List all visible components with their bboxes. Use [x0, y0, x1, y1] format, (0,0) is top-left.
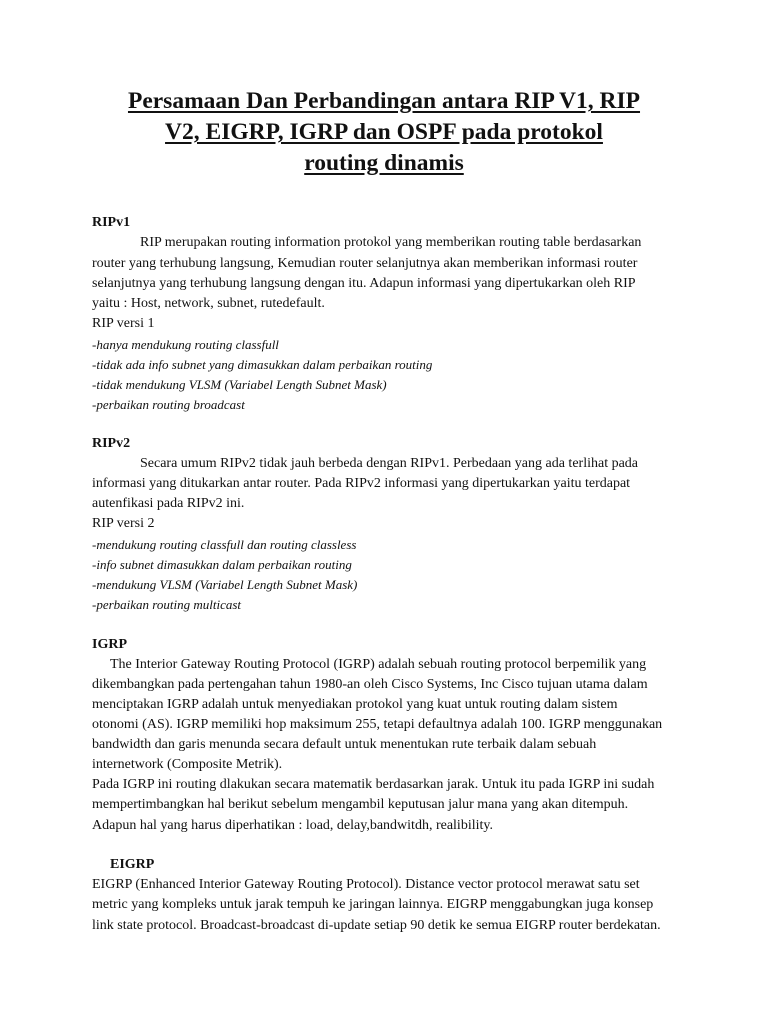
- igrp-para-line: Adapun hal yang harus diperhatikan : load, delay,bandwitdh, realibility.: [92, 818, 493, 833]
- document-title: [96, 86, 672, 179]
- igrp-para-line: mempertimbangkan hal berikut sebelum mengambil keputusan jalur mana yang akan ditempuh.: [92, 797, 629, 812]
- ripv2-bullet: -mendukung routing classfull dan routing classless: [92, 537, 357, 552]
- igrp-para-line: menciptakan IGRP adalah untuk menyediakan protokol yang kuat untuk routing dalam sistem: [92, 697, 618, 712]
- ripv2-bullet: -mendukung VLSM (Variabel Length Subnet Mask): [92, 577, 358, 592]
- ripv2-bullet: -perbaikan routing multicast: [92, 597, 242, 612]
- ripv1-para-line: yaitu : Host, network, subnet, rutedefault.: [92, 296, 325, 311]
- igrp-para-line: internetwork (Composite Metrik).: [92, 757, 283, 772]
- ripv2-version-label: RIP versi 2: [92, 516, 155, 531]
- ripv1-para-line: selanjutnya yang terhubung langsung dengan itu. Adapun informasi yang dipertukarkan oleh RIP: [92, 276, 636, 291]
- ripv1-version-label: RIP versi 1: [92, 316, 155, 331]
- eigrp-heading: EIGRP: [110, 857, 155, 872]
- ripv2-para-line: informasi yang ditukarkan antar router. Pada RIPv2 informasi yang dipertukarkan yaitu terdapat: [92, 476, 631, 491]
- title-line-1: Persamaan Dan Perbandingan antara RIP V1, RIP: [127, 88, 641, 114]
- igrp-para-line: Pada IGRP ini routing dlakukan secara matematik berdasarkan jarak. Untuk itu pada IGRP ini sudah: [92, 777, 655, 792]
- ripv2-heading: RIPv2: [92, 436, 131, 451]
- ripv1-heading: RIPv1: [92, 215, 131, 230]
- ripv2-bullet: -info subnet dimasukkan dalam perbaikan routing: [92, 557, 352, 572]
- ripv1-bullet: -hanya mendukung routing classfull: [92, 337, 279, 352]
- eigrp-para-line: EIGRP (Enhanced Interior Gateway Routing Protocol). Distance vector protocol merawat satu set: [92, 877, 640, 892]
- ripv1-para-line: router yang terhubung langsung, Kemudian router selanjutnya akan memberikan informasi router: [92, 256, 638, 271]
- ripv1-bullet: -tidak ada info subnet yang dimasukkan dalam perbaikan routing: [92, 357, 433, 372]
- eigrp-para-line: metric yang kompleks untuk jarak tempuh ke jaringan lainnya. EIGRP menggabungkan juga konsep: [92, 897, 654, 912]
- title-line-2: V2, EIGRP, IGRP dan OSPF pada protokol: [165, 119, 603, 145]
- igrp-para-line: The Interior Gateway Routing Protocol (IGRP) adalah sebuah routing protocol berpemilik yang: [110, 657, 647, 672]
- igrp-para-line: bandwidth dan garis menunda secara default untuk menentukan rute terbaik dalam sebuah: [92, 737, 597, 752]
- ripv2-para-line: autenfikasi pada RIPv2 ini.: [92, 496, 245, 511]
- ripv1-bullet: -tidak mendukung VLSM (Variabel Length Subnet Mask): [92, 377, 387, 392]
- ripv2-para-line: Secara umum RIPv2 tidak jauh berbeda dengan RIPv1. Perbedaan yang ada terlihat pada: [140, 456, 639, 471]
- igrp-para-line: otonomi (AS). IGRP memiliki hop maksimum 255, tetapi defaultnya adalah 100. IGRP menggunakan: [92, 717, 663, 732]
- ripv1-para-line: RIP merupakan routing information protokol yang memberikan routing table berdasarkan: [140, 235, 642, 250]
- igrp-heading: IGRP: [92, 637, 127, 652]
- eigrp-para-line: link state protocol. Broadcast-broadcast di-update setiap 90 detik ke semua EIGRP router berdekatan.: [92, 918, 661, 933]
- igrp-para-line: dikembangkan pada pertengahan tahun 1980-an oleh Cisco Systems, Inc Cisco tujuan utama dalam: [92, 677, 648, 692]
- title-line-3: routing dinamis: [304, 150, 464, 176]
- ripv1-bullet: -perbaikan routing broadcast: [92, 397, 245, 412]
